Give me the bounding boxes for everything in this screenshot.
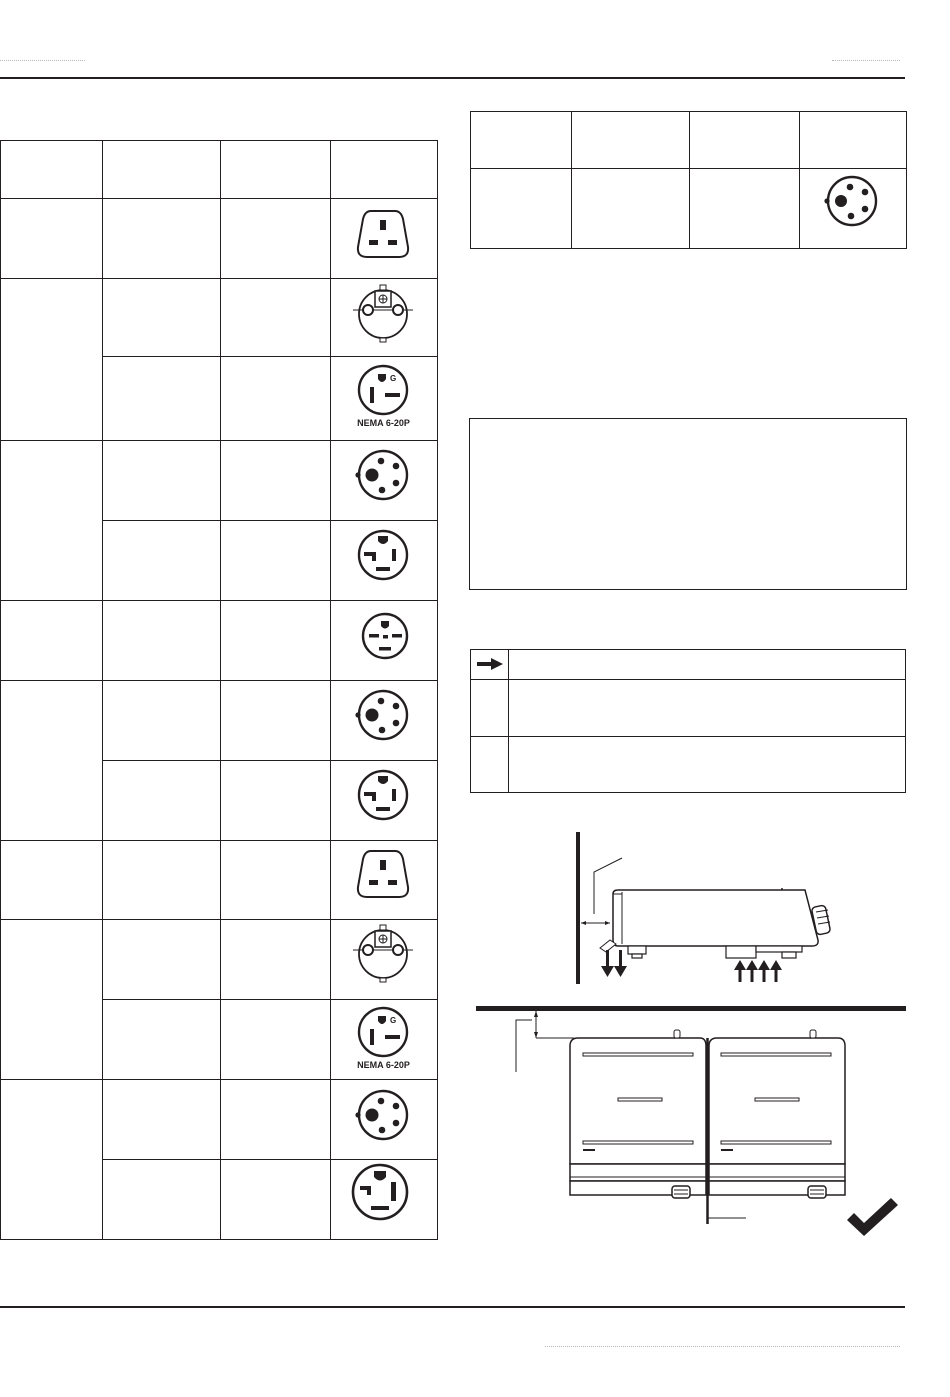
header-rule bbox=[0, 77, 905, 79]
nema-small-3pin-icon bbox=[355, 608, 415, 668]
arrow-right-icon bbox=[476, 657, 504, 671]
notice-box bbox=[469, 418, 907, 590]
cee-5pin-icon bbox=[353, 685, 413, 745]
header-dotted-line-left bbox=[0, 60, 85, 61]
header-dotted-line-right bbox=[832, 60, 900, 61]
uk-bs1363-icon bbox=[353, 203, 413, 263]
footer-rule bbox=[0, 1306, 905, 1308]
nema-l-twistlock-icon bbox=[353, 765, 413, 825]
airflow-down-arrows-icon bbox=[600, 950, 632, 978]
svg-text:G: G bbox=[390, 374, 397, 383]
airflow-up-arrows-icon bbox=[734, 960, 782, 982]
schuko-cee7-icon bbox=[353, 283, 413, 343]
checkmark-icon bbox=[844, 1196, 900, 1238]
nema-6-20p-icon bbox=[353, 1002, 413, 1062]
note-table-frame bbox=[470, 649, 906, 793]
cee-5pin-icon bbox=[353, 445, 413, 505]
svg-text:G: G bbox=[390, 1016, 397, 1025]
nema-l-twistlock-icon bbox=[353, 525, 413, 585]
footer-dotted-line bbox=[545, 1346, 900, 1347]
schuko-cee7-icon bbox=[353, 923, 413, 983]
nema-large-3pin-icon bbox=[350, 1162, 410, 1222]
nema-6-20p-icon bbox=[353, 360, 413, 420]
note-table-row-line bbox=[470, 679, 906, 680]
note-table-divider bbox=[508, 649, 509, 793]
uk-bs1363-icon bbox=[353, 843, 413, 903]
cee-5pin-icon bbox=[822, 171, 882, 231]
nema-6-20p-label: NEMA 6-20P bbox=[357, 1060, 410, 1070]
nema-6-20p-label: NEMA 6-20P bbox=[357, 418, 410, 428]
cee-5pin-icon bbox=[353, 1085, 413, 1145]
note-table-row-line bbox=[470, 736, 906, 737]
